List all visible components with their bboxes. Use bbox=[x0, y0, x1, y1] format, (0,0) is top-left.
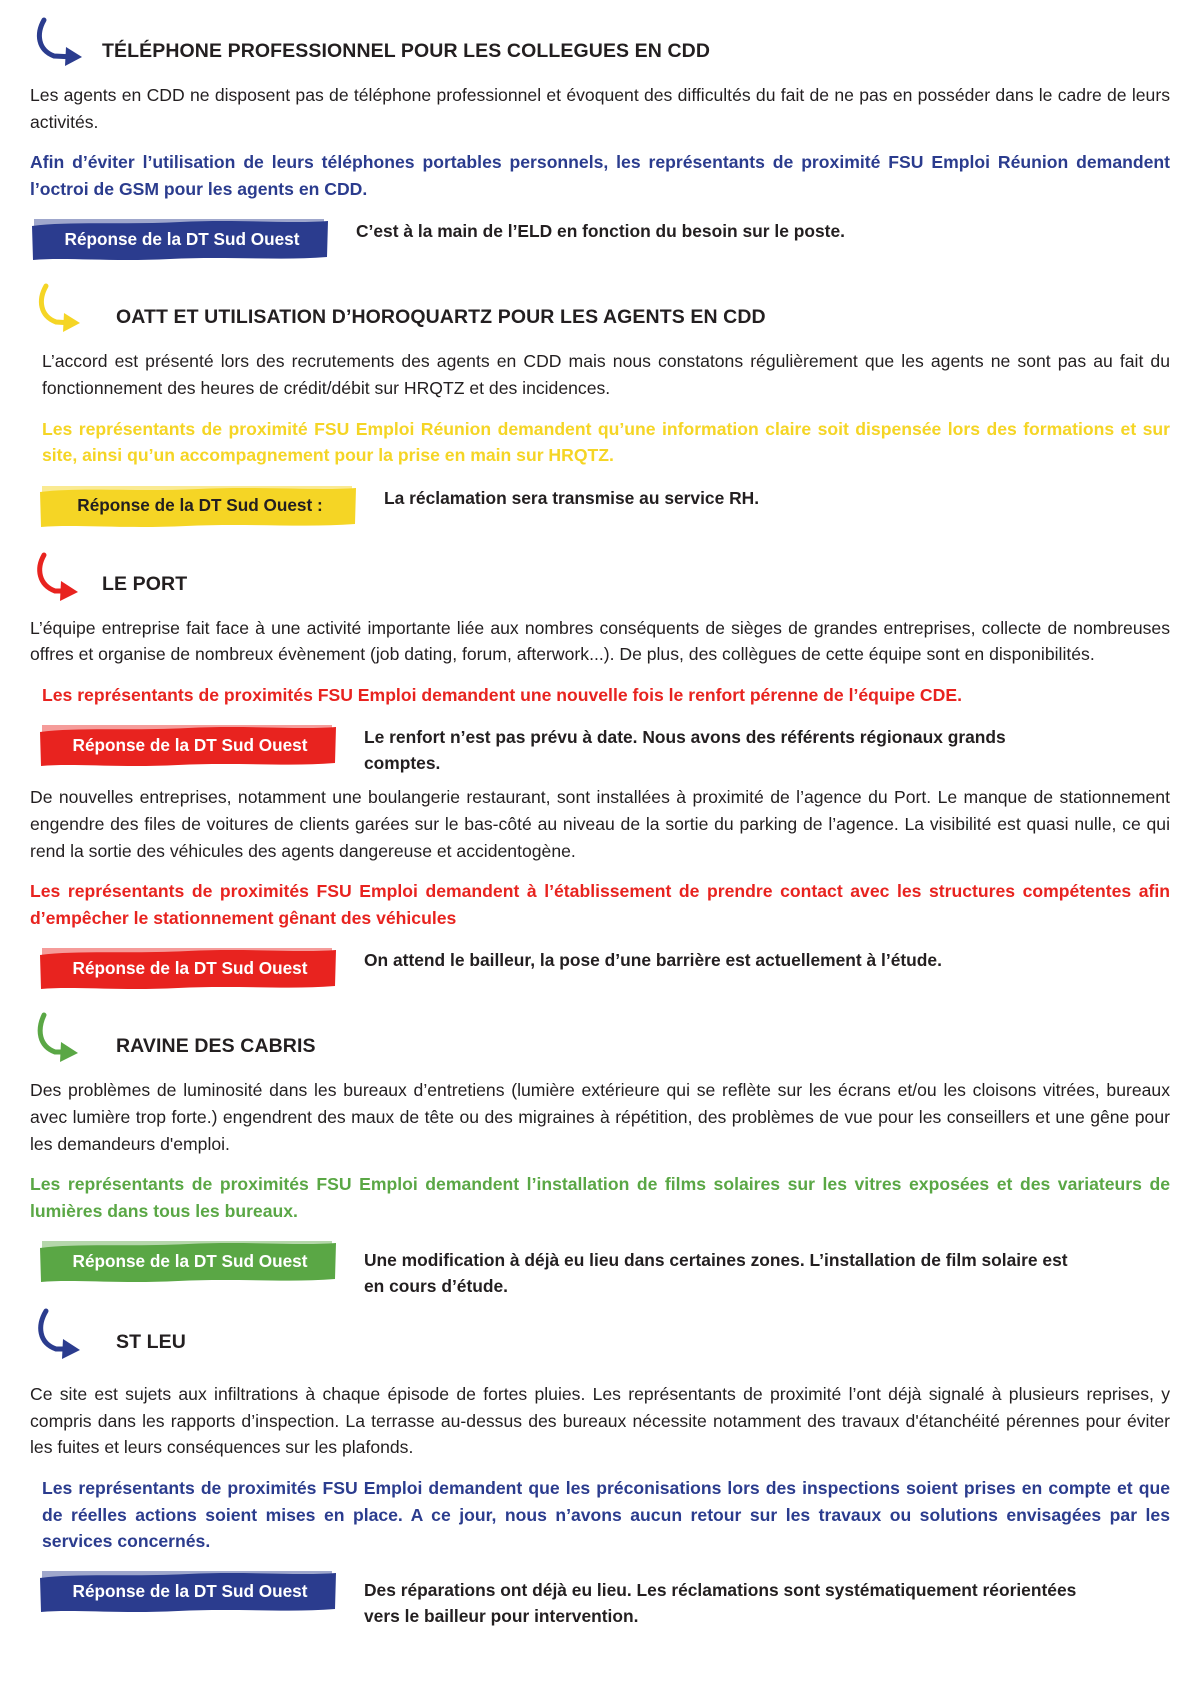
response-row bbox=[38, 1568, 1170, 1629]
response-badge bbox=[38, 1568, 338, 1614]
response-answer: Des réparations ont déjà eu lieu. Les réclamations sont systématiquement réorientées vers le bailleur pour intervention. bbox=[364, 1580, 1077, 1626]
response-badge-label: Réponse de la DT Sud Ouest bbox=[72, 1250, 308, 1271]
section-title: LE PORT bbox=[102, 572, 188, 595]
response-badge-label: Réponse de la DT Sud Ouest bbox=[72, 1580, 308, 1601]
section-demand: Les représentants de proximités FSU Emploi demandent que les préconisations lors des inspections soient prises en compte et que de réelles actions soient mises en place. A ce jour, nous n’avons aucun retour sur les travaux ou solutions envisagées par les services concernés. bbox=[42, 1478, 1170, 1551]
response-badge-label: Réponse de la DT Sud Ouest bbox=[72, 734, 308, 755]
section-title: RAVINE DES CABRIS bbox=[116, 1035, 316, 1058]
response-badge bbox=[38, 722, 338, 768]
section-title: TÉLÉPHONE PROFESSIONNEL POUR LES COLLEGUES EN CDD bbox=[102, 40, 711, 62]
section-demand: Afin d’éviter l’utilisation de leurs téléphones portables personnels, les représentants de proximité FSU Emploi Réunion demandent l’octroi de GSM pour les agents en CDD. bbox=[30, 152, 1170, 199]
response-answer: Le renfort n’est pas prévu à date. Nous avons des référents régionaux grands comptes. bbox=[364, 727, 1006, 773]
section-title: ST LEU bbox=[116, 1330, 186, 1353]
response-answer: La réclamation sera transmise au service RH. bbox=[384, 487, 760, 508]
response-badge-label: Réponse de la DT Sud Ouest bbox=[64, 228, 300, 249]
section-header-le-port bbox=[30, 547, 1170, 605]
response-row bbox=[38, 722, 1170, 776]
section-header-ravine-des-cabris bbox=[30, 1009, 1170, 1067]
section-demand: Les représentants de proximités FSU Emploi demandent une nouvelle fois le renfort pérenne de l’équipe CDE. bbox=[42, 684, 962, 705]
response-badge bbox=[38, 1238, 338, 1284]
response-row bbox=[38, 1238, 1170, 1299]
section-body: Des problèmes de luminosité dans les bureaux d’entretiens (lumière extérieure qui se reflète sur les écrans et/ou les cloisons vitrées, bureaux avec lumière trop forte.) engendrent des maux de tête ou des migraines à répétition, des problèmes de vue pour les conseillers et une gêne pour les demandeurs d'emploi. bbox=[30, 1080, 1170, 1154]
response-badge bbox=[30, 216, 330, 262]
section-body: Ce site est sujets aux infiltrations à chaque épisode de fortes pluies. Les représentants de proximité l’ont déjà signalé à plusieurs reprises, y compris dans les rapports d’inspection. La terrasse au-dessus des bureaux nécessite notamment des travaux d'étanchéité pérennes pour éviter les fuites et leurs conséquences sur les plafonds. bbox=[30, 1383, 1170, 1458]
response-row bbox=[38, 483, 1170, 529]
curved-arrow-icon bbox=[30, 549, 102, 605]
section-body: L’accord est présenté lors des recrutements des agents en CDD mais nous constatons régulièrement que les agents ne sont pas au fait du fonctionnement des heures de crédit/débit sur HRQTZ et des incidences. bbox=[42, 351, 1170, 398]
response-row-secondary bbox=[38, 945, 1170, 991]
response-answer: C’est à la main de l’ELD en fonction du besoin sur le poste. bbox=[356, 221, 845, 242]
response-badge-label: Réponse de la DT Sud Ouest : bbox=[77, 495, 323, 515]
response-badge bbox=[38, 483, 358, 529]
section-body-secondary: De nouvelles entreprises, notamment une boulangerie restaurant, sont installées à proximité de l’agence du Port. Le manque de stationnement engendre des files de voitures de clients garées sur le bas-côté au niveau de la sortie du parking de l’agence. La visibilité est quasi nulle, ce qui rend la sortie des véhicules des agents dangereuse et accidentogène. bbox=[30, 787, 1170, 861]
section-demand: Les représentants de proximité FSU Emploi Réunion demandent qu’une information claire soit dispensée lors des formations et sur site, ainsi qu’un accompagnement pour la prise en main sur HRQTZ. bbox=[42, 418, 1170, 466]
response-badge bbox=[38, 945, 338, 991]
response-answer: On attend le bailleur, la pose d’une barrière est actuellement à l’étude. bbox=[364, 950, 942, 971]
curved-arrow-icon bbox=[30, 1011, 102, 1067]
section-body: L’équipe entreprise fait face à une activité importante liée aux nombres conséquents de sièges de grandes entreprises, collecte de nombreuses offres et organise de nombreux évènement (job dating, forum, afterwork...). De plus, des collègues de cette équipe sont en disponibilités. bbox=[30, 617, 1170, 665]
section-title: OATT ET UTILISATION D’HOROQUARTZ POUR LES AGENTS EN CDD bbox=[116, 306, 766, 329]
curved-arrow-icon bbox=[30, 282, 102, 338]
response-badge-label: Réponse de la DT Sud Ouest bbox=[72, 957, 308, 978]
section-header-telephone-cdd bbox=[30, 14, 1170, 72]
section-body: Les agents en CDD ne disposent pas de téléphone professionnel et évoquent des difficultés du fait de ne pas en posséder dans le cadre de leurs activités. bbox=[30, 85, 1170, 132]
curved-arrow-icon bbox=[30, 1307, 102, 1363]
response-answer: Une modification à déjà eu lieu dans certaines zones. L’installation de film solaire est en cours d’étude. bbox=[364, 1250, 1068, 1296]
section-header-st-leu bbox=[30, 1305, 1170, 1363]
response-row bbox=[30, 216, 1170, 262]
curved-arrow-icon bbox=[30, 16, 102, 72]
section-demand: Les représentants de proximités FSU Emploi demandent l’installation de films solaires sur les vitres exposées et des variateurs de lumières dans tous les bureaux. bbox=[30, 1174, 1170, 1221]
section-demand-secondary: Les représentants de proximités FSU Emploi demandent à l’établissement de prendre contact avec les structures compétentes afin d’empêcher le stationnement gênant des véhicules bbox=[30, 881, 1170, 928]
section-header-oatt-horoquartz bbox=[30, 280, 1170, 338]
